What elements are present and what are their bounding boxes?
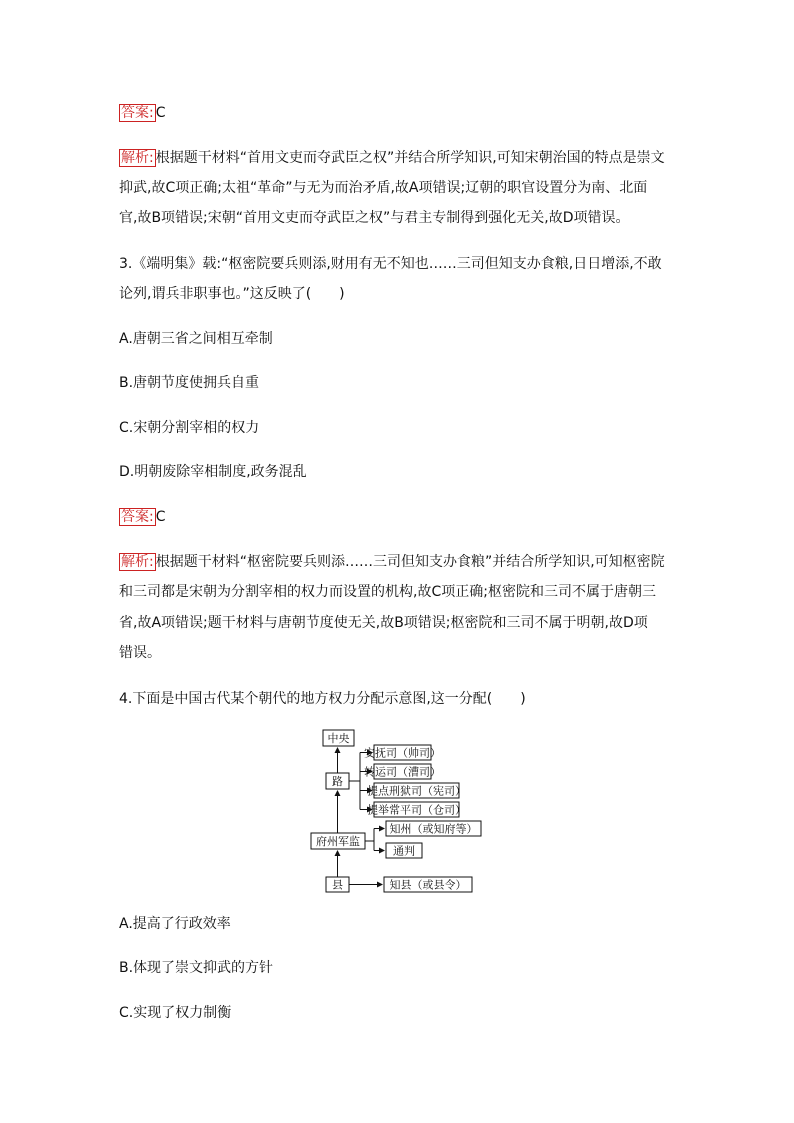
node-fuzhou-branch-2: 通判 bbox=[393, 844, 415, 858]
node-fuzhou: 府州军监 bbox=[316, 835, 360, 848]
analysis-label: 解析: bbox=[121, 150, 154, 166]
question-4-stem: 4.下面是中国古代某个朝代的地方权力分配示意图,这一分配( ) bbox=[119, 691, 526, 707]
answer-line-2 bbox=[119, 507, 166, 527]
node-xian: 县 bbox=[332, 878, 343, 892]
answer-line-1 bbox=[119, 103, 166, 123]
question-3-line-1: 3.《端明集》载:“枢密院要兵则添,财用有无不知也……三司但知支办食粮,日日增添,不敢 bbox=[119, 256, 662, 272]
node-xian-branch: 知县（或县令） bbox=[389, 878, 467, 892]
analysis-line-1-2: 抑武,故C项正确;太祖“革命”与无为而治矛盾,故A项错误;辽朝的职官设置分为南、北面 bbox=[119, 180, 648, 196]
node-lu-branch-3: 提点刑狱司（宪司） bbox=[367, 784, 466, 798]
analysis-text: 根据题干材料“首用文吏而夺武臣之权”并结合所学知识,可知宋朝治国的特点是崇文 bbox=[155, 150, 665, 166]
q3-option-a: A.唐朝三省之间相互牵制 bbox=[119, 331, 273, 347]
answer-label: 答案: bbox=[121, 105, 154, 121]
analysis-line-2-2: 和三司都是宋朝为分割宰相的权力而设置的机构,故C项正确;枢密院和三司不属于唐朝三 bbox=[119, 584, 656, 600]
node-central: 中央 bbox=[327, 732, 350, 745]
analysis-label-2: 解析: bbox=[121, 554, 154, 570]
answer-value: C bbox=[155, 105, 166, 121]
q4-option-a: A.提高了行政效率 bbox=[119, 916, 231, 932]
node-lu: 路 bbox=[332, 775, 343, 788]
power-distribution-diagram bbox=[300, 725, 500, 895]
node-lu-branch-1: 安抚司（帅司） bbox=[364, 746, 441, 760]
node-fuzhou-branch-1: 知州（或知府等） bbox=[389, 822, 478, 836]
analysis-text-2: 根据题干材料“枢密院要兵则添……三司但知支办食粮”并结合所学知识,可知枢密院 bbox=[155, 554, 665, 570]
q4-option-c: C.实现了权力制衡 bbox=[119, 1005, 232, 1021]
analysis-line-2-3: 省,故A项错误;题干材料与唐朝节度使无关,故B项错误;枢密院和三司不属于明朝,故D项 bbox=[119, 615, 648, 631]
node-lu-branch-2: 转运司（漕司） bbox=[364, 765, 441, 779]
q3-option-c: C.宋朝分割宰相的权力 bbox=[119, 420, 260, 436]
q4-option-b: B.体现了崇文抑武的方针 bbox=[119, 960, 274, 976]
answer-value-2: C bbox=[155, 509, 166, 525]
analysis-line-2-1 bbox=[119, 552, 665, 572]
q3-option-d: D.明朝废除宰相制度,政务混乱 bbox=[119, 464, 307, 480]
analysis-line-1-1 bbox=[119, 148, 665, 168]
q3-option-b: B.唐朝节度使拥兵自重 bbox=[119, 375, 260, 391]
node-lu-branch-4: 提举常平司（仓司） bbox=[367, 803, 466, 817]
question-3-line-2: 论列,谓兵非职事也。”这反映了( ) bbox=[119, 286, 345, 302]
analysis-line-2-4: 错误。 bbox=[119, 645, 161, 661]
analysis-line-1-3: 官,故B项错误;宋朝“首用文吏而夺武臣之权”与君主专制得到强化无关,故D项错误。 bbox=[119, 210, 630, 226]
answer-label-2: 答案: bbox=[121, 509, 154, 525]
